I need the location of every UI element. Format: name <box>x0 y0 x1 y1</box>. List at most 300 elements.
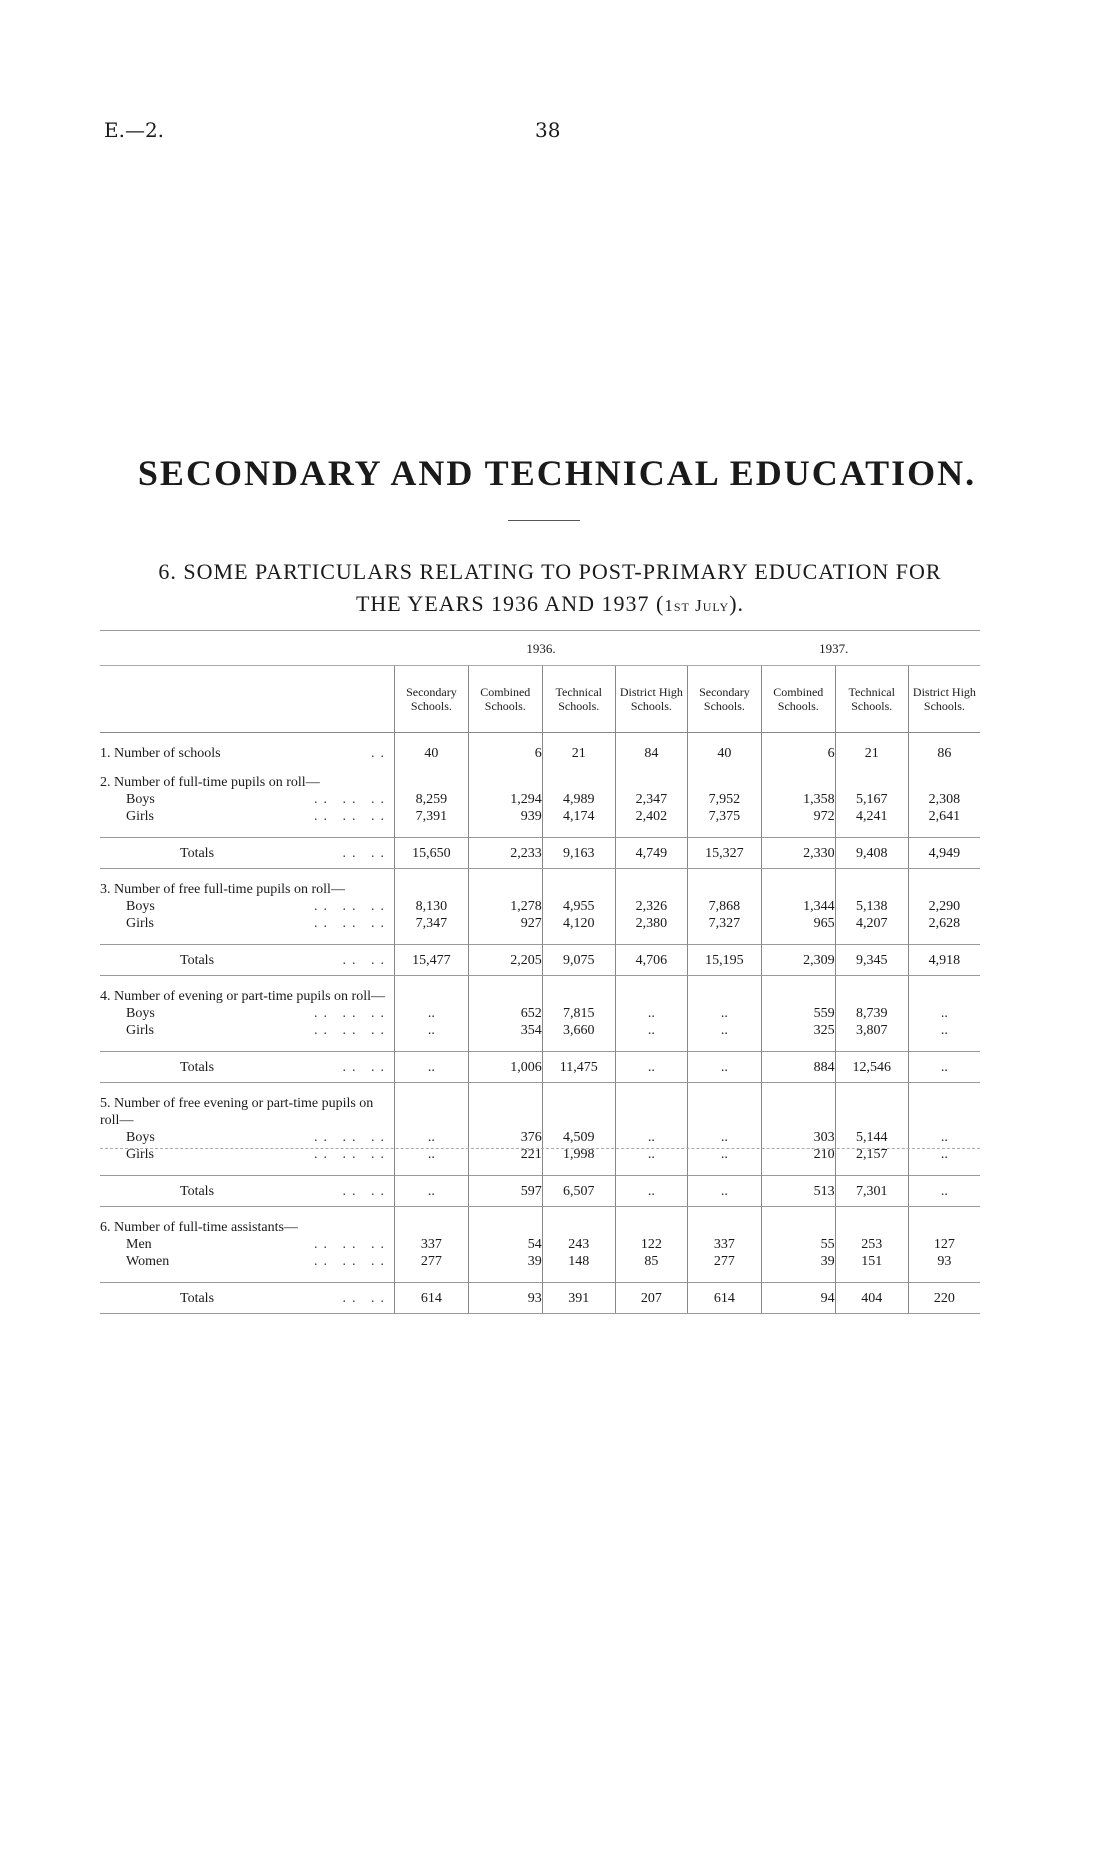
value-cell: 11,475 <box>542 1052 615 1083</box>
value-cell: .. <box>615 1146 687 1163</box>
spacer-cell <box>908 762 980 774</box>
value-cell: 4,989 <box>542 791 615 808</box>
spacer-cell <box>542 825 615 838</box>
spacer-cell <box>394 1163 468 1176</box>
spacer-cell <box>394 733 468 746</box>
table-row <box>100 745 980 762</box>
spacer-cell <box>615 825 687 838</box>
spacer-cell <box>687 1207 761 1220</box>
value-cell: 6,507 <box>542 1176 615 1207</box>
value-cell: .. <box>908 1129 980 1146</box>
value-cell: 2,157 <box>835 1146 908 1163</box>
row-label-wrap <box>100 1005 394 1022</box>
spacer-cell <box>468 825 542 838</box>
spacer-cell <box>100 762 394 774</box>
spacer-cell <box>761 825 835 838</box>
section-label: 4. Number of evening or part-time pupils on roll— <box>100 989 385 1004</box>
value-cell: .. <box>687 1129 761 1146</box>
spacer-cell <box>542 976 615 989</box>
spacer-cell <box>615 1083 687 1096</box>
year-header-1936: 1936. <box>394 633 687 666</box>
value-cell: 243 <box>542 1236 615 1253</box>
spacer-cell <box>908 932 980 945</box>
value-cell: 376 <box>468 1129 542 1146</box>
empty-cell <box>615 881 687 898</box>
value-cell: 221 <box>468 1146 542 1163</box>
totals-label <box>100 1283 394 1314</box>
value-cell: 337 <box>687 1236 761 1253</box>
spacer-cell <box>394 1039 468 1052</box>
value-cell: 55 <box>761 1236 835 1253</box>
table-row <box>100 1022 980 1039</box>
row-label <box>100 791 394 808</box>
value-cell: 2,628 <box>908 915 980 932</box>
spacer-cell <box>542 1163 615 1176</box>
spacer-cell <box>687 825 761 838</box>
value-cell: 614 <box>394 1283 468 1314</box>
value-cell: 86 <box>908 745 980 762</box>
spacer-cell <box>687 762 761 774</box>
value-cell: 4,706 <box>615 945 687 976</box>
spacer-cell <box>615 733 687 746</box>
value-cell: 54 <box>468 1236 542 1253</box>
table-row <box>100 791 980 808</box>
value-cell: 1,006 <box>468 1052 542 1083</box>
spacer-row <box>100 1207 980 1220</box>
value-cell: 15,477 <box>394 945 468 976</box>
spacer-cell <box>468 1163 542 1176</box>
value-cell: 354 <box>468 1022 542 1039</box>
empty-cell <box>761 1095 835 1129</box>
value-cell: 7,301 <box>835 1176 908 1207</box>
column-header: District High Schools. <box>615 666 687 733</box>
value-cell: 8,130 <box>394 898 468 915</box>
spacer-cell <box>835 1207 908 1220</box>
spacer-cell <box>468 869 542 882</box>
value-cell: .. <box>687 1022 761 1039</box>
year-header-blank <box>100 633 394 666</box>
column-header: District High Schools. <box>908 666 980 733</box>
spacer-cell <box>687 869 761 882</box>
caption-line-1: 6. SOME PARTICULARS RELATING TO POST-PRIMARY EDUCATION FOR <box>158 559 942 584</box>
spacer-cell <box>908 825 980 838</box>
value-cell: 7,375 <box>687 808 761 825</box>
value-cell: 965 <box>761 915 835 932</box>
spacer-cell <box>100 1039 394 1052</box>
leader-dots: .. .. .. <box>313 899 390 914</box>
table-bottom-rule <box>100 1148 980 1149</box>
value-cell: 2,380 <box>615 915 687 932</box>
value-cell: 4,241 <box>835 808 908 825</box>
spacer-cell <box>542 1039 615 1052</box>
spacer-cell <box>908 733 980 746</box>
spacer-cell <box>394 976 468 989</box>
spacer-cell <box>468 762 542 774</box>
value-cell: 94 <box>761 1283 835 1314</box>
value-cell: 5,144 <box>835 1129 908 1146</box>
leader-dots: .. <box>370 746 390 761</box>
spacer-row <box>100 733 980 746</box>
leader-dots: .. .. .. <box>313 1254 390 1269</box>
row-label-wrap <box>100 1129 394 1146</box>
spacer-cell <box>687 976 761 989</box>
value-cell: 4,955 <box>542 898 615 915</box>
leader-dots: .. .. <box>342 1290 390 1306</box>
value-cell: 4,949 <box>908 838 980 869</box>
value-cell: 7,815 <box>542 1005 615 1022</box>
column-header: Technical Schools. <box>835 666 908 733</box>
row-label <box>100 898 394 915</box>
empty-cell <box>615 774 687 791</box>
value-cell: .. <box>394 1005 468 1022</box>
value-cell: 2,641 <box>908 808 980 825</box>
spacer-cell <box>835 762 908 774</box>
spacer-cell <box>468 1083 542 1096</box>
row-label-text: Women <box>126 1254 170 1269</box>
value-cell: 303 <box>761 1129 835 1146</box>
spacer-cell <box>394 869 468 882</box>
value-cell: 4,509 <box>542 1129 615 1146</box>
value-cell: 4,174 <box>542 808 615 825</box>
empty-cell <box>687 1095 761 1129</box>
value-cell: 3,807 <box>835 1022 908 1039</box>
value-cell: .. <box>908 1022 980 1039</box>
row-label-text: Boys <box>126 1130 155 1145</box>
spacer-cell <box>100 1270 394 1283</box>
caption-line-2-post: ). <box>729 591 745 616</box>
row-label-text: Girls <box>126 916 154 931</box>
spacer-cell <box>687 1083 761 1096</box>
leader-dots: .. .. <box>342 1059 390 1075</box>
spacer-cell <box>761 1039 835 1052</box>
value-cell: 151 <box>835 1253 908 1270</box>
leader-dots: .. .. .. <box>313 1237 390 1252</box>
value-cell: 972 <box>761 808 835 825</box>
empty-cell <box>835 988 908 1005</box>
value-cell: .. <box>394 1052 468 1083</box>
row-label-text: Boys <box>126 792 155 807</box>
spacer-cell <box>615 976 687 989</box>
empty-cell <box>835 1219 908 1236</box>
spacer-cell <box>908 1207 980 1220</box>
value-cell: 7,868 <box>687 898 761 915</box>
value-cell: 1,344 <box>761 898 835 915</box>
empty-cell <box>542 1219 615 1236</box>
empty-cell <box>468 774 542 791</box>
section-header-row <box>100 988 980 1005</box>
totals-label <box>100 1176 394 1207</box>
spacer-row <box>100 932 980 945</box>
leader-dots: .. .. <box>342 845 390 861</box>
empty-cell <box>542 881 615 898</box>
leader-dots: .. .. .. <box>313 1130 390 1145</box>
value-cell: 148 <box>542 1253 615 1270</box>
spacer-cell <box>542 1270 615 1283</box>
spacer-cell <box>761 1207 835 1220</box>
spacer-cell <box>615 1207 687 1220</box>
spacer-cell <box>908 1270 980 1283</box>
totals-row <box>100 1283 980 1314</box>
spacer-row <box>100 869 980 882</box>
value-cell: 4,749 <box>615 838 687 869</box>
value-cell: 1,358 <box>761 791 835 808</box>
value-cell: 277 <box>687 1253 761 1270</box>
empty-cell <box>468 988 542 1005</box>
spacer-cell <box>394 1207 468 1220</box>
empty-cell <box>908 774 980 791</box>
row-label-wrap <box>100 1253 394 1270</box>
table-row <box>100 1253 980 1270</box>
value-cell: .. <box>615 1176 687 1207</box>
value-cell: .. <box>615 1129 687 1146</box>
spacer-cell <box>761 976 835 989</box>
value-cell: 884 <box>761 1052 835 1083</box>
spacer-cell <box>908 1039 980 1052</box>
value-cell: 39 <box>468 1253 542 1270</box>
empty-cell <box>908 1095 980 1129</box>
value-cell: 21 <box>542 745 615 762</box>
value-cell: 2,205 <box>468 945 542 976</box>
row-label <box>100 915 394 932</box>
spacer-row <box>100 1163 980 1176</box>
value-cell: 15,327 <box>687 838 761 869</box>
table-row <box>100 808 980 825</box>
value-cell: .. <box>908 1052 980 1083</box>
value-cell: .. <box>394 1146 468 1163</box>
spacer-cell <box>100 733 394 746</box>
empty-cell <box>468 1095 542 1129</box>
value-cell: .. <box>687 1146 761 1163</box>
value-cell: 2,326 <box>615 898 687 915</box>
title-divider <box>508 520 580 521</box>
year-header-1937: 1937. <box>687 633 980 666</box>
empty-cell <box>542 988 615 1005</box>
value-cell: 85 <box>615 1253 687 1270</box>
value-cell: 9,163 <box>542 838 615 869</box>
statistics-table <box>100 630 980 1314</box>
row-label-wrap <box>100 808 394 825</box>
column-header-label <box>100 666 394 733</box>
page-reference: E.—2. <box>104 118 165 142</box>
page-number: 38 <box>535 118 561 142</box>
empty-cell <box>687 1219 761 1236</box>
value-cell: 404 <box>835 1283 908 1314</box>
table-row <box>100 898 980 915</box>
spacer-cell <box>100 825 394 838</box>
row-label <box>100 1005 394 1022</box>
section-label <box>100 745 394 762</box>
totals-label <box>100 945 394 976</box>
spacer-cell <box>542 869 615 882</box>
spacer-cell <box>100 976 394 989</box>
section-header-row <box>100 1219 980 1236</box>
spacer-cell <box>761 932 835 945</box>
spacer-cell <box>835 932 908 945</box>
value-cell: 1,294 <box>468 791 542 808</box>
spacer-cell <box>615 869 687 882</box>
value-cell: 122 <box>615 1236 687 1253</box>
value-cell: 4,120 <box>542 915 615 932</box>
spacer-cell <box>835 869 908 882</box>
totals-row <box>100 1052 980 1083</box>
totals-label-text: Totals <box>180 1059 215 1075</box>
spacer-row <box>100 1083 980 1096</box>
value-cell: 2,309 <box>761 945 835 976</box>
spacer-cell <box>908 1083 980 1096</box>
value-cell: 207 <box>615 1283 687 1314</box>
empty-cell <box>394 988 468 1005</box>
value-cell: 927 <box>468 915 542 932</box>
value-cell: 220 <box>908 1283 980 1314</box>
value-cell: 4,207 <box>835 915 908 932</box>
empty-cell <box>687 988 761 1005</box>
value-cell: 2,233 <box>468 838 542 869</box>
totals-row <box>100 945 980 976</box>
spacer-cell <box>761 1163 835 1176</box>
spacer-cell <box>687 1039 761 1052</box>
empty-cell <box>761 1219 835 1236</box>
value-cell: 210 <box>761 1146 835 1163</box>
value-cell: 127 <box>908 1236 980 1253</box>
spacer-cell <box>394 1083 468 1096</box>
spacer-cell <box>542 1083 615 1096</box>
totals-label-text: Totals <box>180 952 215 968</box>
table-caption <box>100 556 1000 622</box>
row-label <box>100 1129 394 1146</box>
value-cell: 559 <box>761 1005 835 1022</box>
spacer-row <box>100 1270 980 1283</box>
spacer-cell <box>394 762 468 774</box>
row-label <box>100 1022 394 1039</box>
empty-cell <box>615 1095 687 1129</box>
leader-dots: .. .. .. <box>313 916 390 931</box>
caption-line-2-smallcaps: 1st July <box>664 596 730 615</box>
spacer-cell <box>542 932 615 945</box>
spacer-cell <box>468 976 542 989</box>
spacer-cell <box>615 1163 687 1176</box>
empty-cell <box>394 881 468 898</box>
value-cell: 7,327 <box>687 915 761 932</box>
column-header: Secondary Schools. <box>687 666 761 733</box>
totals-label-text: Totals <box>180 1183 215 1199</box>
totals-label-text: Totals <box>180 845 215 861</box>
empty-cell <box>542 1095 615 1129</box>
column-header: Combined Schools. <box>761 666 835 733</box>
value-cell: 8,259 <box>394 791 468 808</box>
table-row <box>100 915 980 932</box>
totals-row <box>100 1176 980 1207</box>
value-cell: .. <box>687 1005 761 1022</box>
spacer-cell <box>468 1039 542 1052</box>
value-cell: .. <box>615 1005 687 1022</box>
spacer-cell <box>100 932 394 945</box>
spacer-cell <box>468 932 542 945</box>
value-cell: 391 <box>542 1283 615 1314</box>
spacer-cell <box>100 869 394 882</box>
page-title: SECONDARY AND TECHNICAL EDUCATION. <box>137 453 977 493</box>
row-label-wrap <box>100 1022 394 1039</box>
spacer-cell <box>100 1163 394 1176</box>
leader-dots: .. .. .. <box>313 792 390 807</box>
value-cell: 9,345 <box>835 945 908 976</box>
empty-cell <box>908 881 980 898</box>
totals-label <box>100 1052 394 1083</box>
value-cell: .. <box>394 1022 468 1039</box>
spacer-cell <box>761 733 835 746</box>
empty-cell <box>835 774 908 791</box>
value-cell: 652 <box>468 1005 542 1022</box>
value-cell: 7,391 <box>394 808 468 825</box>
value-cell: 6 <box>761 745 835 762</box>
year-header-row <box>100 633 980 666</box>
spacer-cell <box>468 733 542 746</box>
spacer-cell <box>542 1207 615 1220</box>
spacer-cell <box>761 1270 835 1283</box>
spacer-cell <box>468 1207 542 1220</box>
table-row <box>100 1129 980 1146</box>
spacer-cell <box>687 733 761 746</box>
spacer-cell <box>615 1039 687 1052</box>
value-cell: 939 <box>468 808 542 825</box>
value-cell: 614 <box>687 1283 761 1314</box>
spacer-row <box>100 825 980 838</box>
value-cell: 2,402 <box>615 808 687 825</box>
row-label-wrap <box>100 1236 394 1253</box>
value-cell: 39 <box>761 1253 835 1270</box>
value-cell: 337 <box>394 1236 468 1253</box>
section-label: 3. Number of free full-time pupils on roll— <box>100 882 345 897</box>
value-cell: .. <box>615 1022 687 1039</box>
value-cell: 40 <box>687 745 761 762</box>
spacer-row <box>100 762 980 774</box>
value-cell: 2,347 <box>615 791 687 808</box>
row-label-text: Men <box>126 1237 152 1252</box>
empty-cell <box>908 1219 980 1236</box>
value-cell: 9,075 <box>542 945 615 976</box>
value-cell: .. <box>394 1176 468 1207</box>
spacer-cell <box>394 825 468 838</box>
value-cell: .. <box>908 1005 980 1022</box>
totals-row <box>100 838 980 869</box>
leader-dots: .. .. .. <box>313 1147 390 1162</box>
table-row <box>100 1236 980 1253</box>
value-cell: 8,739 <box>835 1005 908 1022</box>
spacer-cell <box>468 1270 542 1283</box>
value-cell: 9,408 <box>835 838 908 869</box>
spacer-cell <box>908 976 980 989</box>
caption-line-2-pre: THE YEARS 1936 AND 1937 ( <box>355 591 665 616</box>
row-label-wrap <box>100 898 394 915</box>
spacer-cell <box>100 1207 394 1220</box>
leader-dots: .. .. <box>342 952 390 968</box>
value-cell: 1,998 <box>542 1146 615 1163</box>
spacer-cell <box>542 762 615 774</box>
spacer-cell <box>835 976 908 989</box>
empty-cell <box>394 1095 468 1129</box>
totals-label-text: Totals <box>180 1290 215 1306</box>
spacer-cell <box>835 1083 908 1096</box>
value-cell: .. <box>394 1129 468 1146</box>
value-cell: 21 <box>835 745 908 762</box>
row-label-text: Boys <box>126 899 155 914</box>
spacer-cell <box>687 1270 761 1283</box>
section-label-text: 1. Number of schools <box>100 746 221 761</box>
page-header <box>0 118 1114 148</box>
spacer-row <box>100 1039 980 1052</box>
empty-cell <box>835 1095 908 1129</box>
empty-cell <box>468 881 542 898</box>
section-header-row <box>100 774 980 791</box>
